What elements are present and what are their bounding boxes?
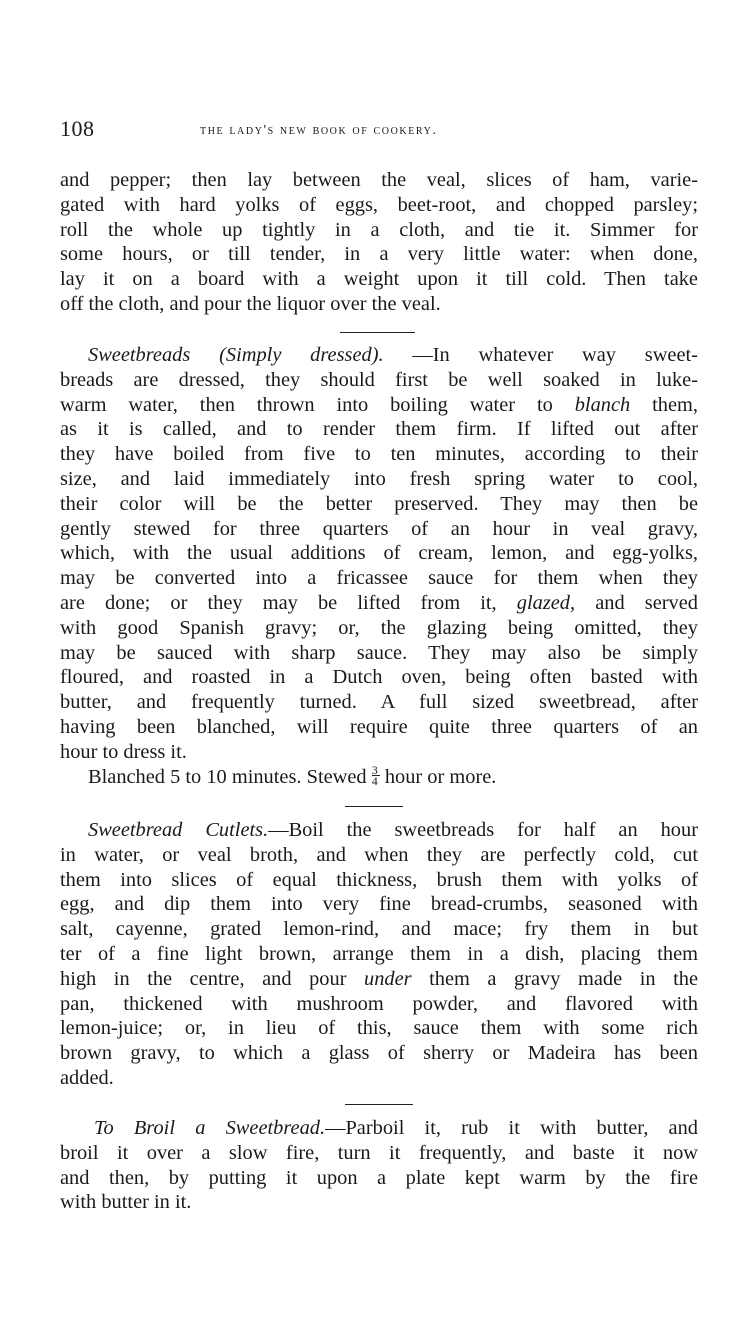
text-line: ter of a fine light brown, arrange them in a dish, placing them xyxy=(60,942,698,965)
recipe-first-line xyxy=(60,343,698,368)
text-line: —Boil the sweetbreads for half an hour xyxy=(268,819,698,841)
text-line: egg, and dip them into very fine bread-crumbs, seasoned with xyxy=(60,893,698,916)
emphasized-word: glazed xyxy=(516,591,571,614)
text-line: broil it over a slow fire, turn it frequently, and baste it now xyxy=(60,1141,698,1164)
recipe-title: Sweetbread Cutlets. xyxy=(88,819,269,841)
text-line: and then, by putting it upon a plate kept warm by the fire xyxy=(60,1166,698,1189)
text-line: warm water, then thrown into boiling water to blanch them, xyxy=(60,393,698,416)
fraction-numerator: 3 xyxy=(371,763,378,778)
section-divider xyxy=(345,1104,413,1105)
recipe-first-line xyxy=(60,1116,698,1141)
text-line: breads are dressed, they should first be well soaked in luke- xyxy=(60,368,698,391)
emphasized-word: under xyxy=(364,967,412,990)
text-line: salt, cayenne, grated lemon-rind, and mace; fry them in but xyxy=(60,918,698,941)
text-line: butter, and frequently turned. A full sized sweetbread, after xyxy=(60,691,698,714)
text-line: their color will be the better preserved. They may then be xyxy=(60,492,698,515)
page-header xyxy=(60,116,700,146)
running-head: the lady's new book of cookery. xyxy=(200,123,438,138)
recipe-sweetbreads-simply-dressed xyxy=(60,343,698,789)
text-line: roll the whole up tightly in a cloth, and tie it. Simmer for xyxy=(60,218,698,241)
text-line: some hours, or till tender, in a very little water: when done, xyxy=(60,243,698,266)
text-line: as it is called, and to render them firm. If lifted out after xyxy=(60,418,698,441)
text-line: may be sauced with sharp sauce. They may also be simply xyxy=(60,641,698,664)
timing-line xyxy=(60,765,698,790)
section-divider xyxy=(345,806,403,807)
text-line: —Parboil it, rub it with butter, and xyxy=(325,1117,698,1139)
text-line: off the cloth, and pour the liquor over the veal. xyxy=(60,292,441,315)
text-line: may be converted into a fricassee sauce for them when they xyxy=(60,567,698,590)
recipe-broil-sweetbread xyxy=(60,1116,698,1215)
text-line: high in the centre, and pour under them a gravy made in the xyxy=(60,967,699,990)
text-line: pan, thickened with mushroom powder, and flavored with xyxy=(60,992,698,1015)
text-line: and pepper; then lay between the veal, slices of ham, varie- xyxy=(60,169,698,191)
text-line: —In whatever way sweet- xyxy=(412,344,698,366)
text-line: floured, and roasted in a Dutch oven, being often basted with xyxy=(60,666,698,689)
text-line: lemon-juice; or, in lieu of this, sauce them with some rich xyxy=(60,1017,698,1040)
text-line: which, with the usual additions of cream, lemon, and egg-yolks, xyxy=(60,542,698,565)
fraction-denominator: 4 xyxy=(371,774,378,789)
intro-paragraph xyxy=(60,168,698,317)
page-number: 108 xyxy=(60,116,95,141)
text-line: added. xyxy=(60,1066,114,1089)
recipe-title: To Broil a Sweetbread. xyxy=(94,1117,326,1139)
text-line: brown gravy, to which a glass of sherry or Madeira has been xyxy=(60,1042,698,1065)
text-line: lay it on a board with a weight upon it till cold. Then take xyxy=(60,268,698,291)
text-line: they have boiled from five to ten minutes, according to their xyxy=(60,443,698,466)
fraction xyxy=(371,763,380,789)
text-line: gated with hard yolks of eggs, beet-root, and chopped parsley; xyxy=(60,193,698,216)
timing-text: Blanched 5 to 10 minutes. Stewed xyxy=(88,765,372,788)
section-divider xyxy=(340,332,415,333)
text-line: size, and laid immediately into fresh spring water to cool, xyxy=(60,467,698,490)
text-line: in water, or veal broth, and when they are perfectly cold, cut xyxy=(60,843,698,866)
text-line: hour to dress it. xyxy=(60,740,187,763)
recipe-first-line xyxy=(60,818,698,843)
text-line: gently stewed for three quarters of an hour in veal gravy, xyxy=(60,517,698,540)
timing-text: hour or more. xyxy=(379,765,497,788)
text-line: having been blanched, will require quite three quarters of an xyxy=(60,715,698,738)
emphasized-word: blanch xyxy=(574,393,631,416)
recipe-title: Sweetbreads (Simply dressed). xyxy=(88,344,384,366)
text-line: with butter in it. xyxy=(60,1191,192,1214)
recipe-sweetbread-cutlets xyxy=(60,818,698,1091)
text-line: them into slices of equal thickness, brush them with yolks of xyxy=(60,868,698,891)
text-line: with good Spanish gravy; or, the glazing being omitted, they xyxy=(60,616,698,639)
text-line: are done; or they may be lifted from it, glazed, and served xyxy=(60,591,698,614)
